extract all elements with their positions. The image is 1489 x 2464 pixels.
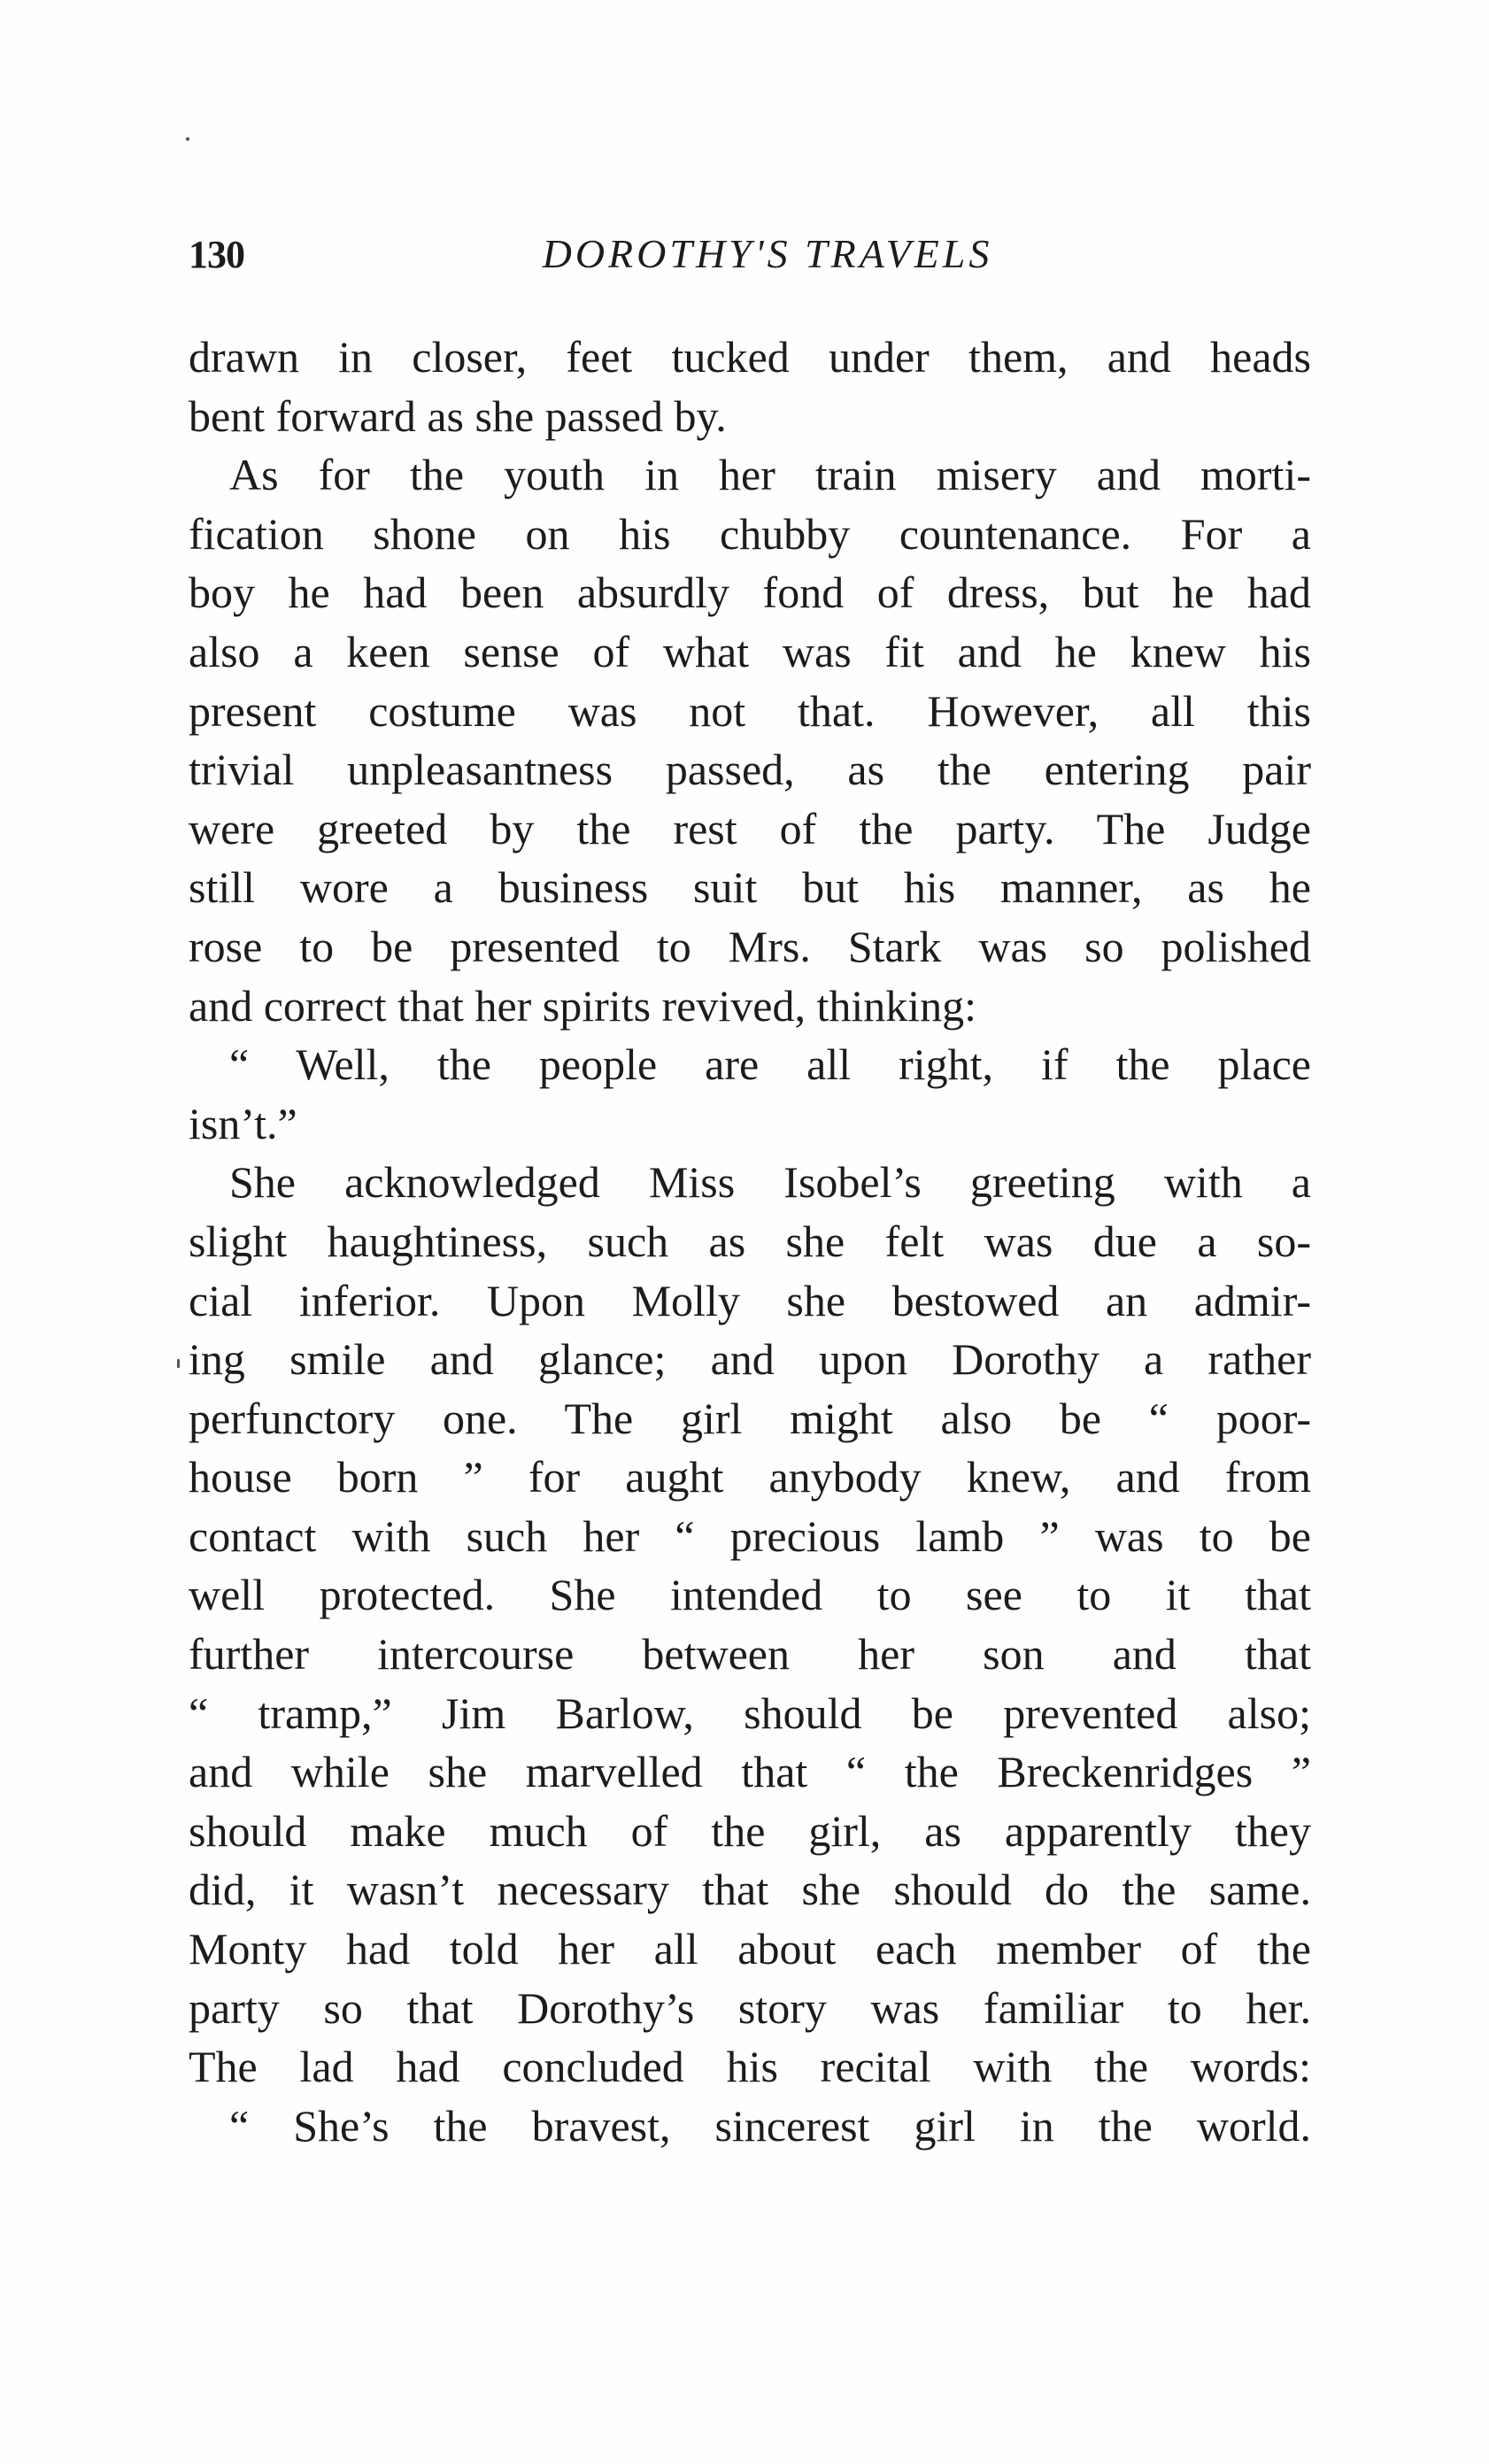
running-header bbox=[189, 223, 1311, 285]
text-line: still wore a business suit but his manner, as he bbox=[189, 862, 1311, 913]
text-line: isn’t.” bbox=[189, 1098, 297, 1148]
text-line: “ She’s the bravest, sincerest girl in the world. bbox=[229, 2100, 1311, 2151]
text-line: bent forward as she passed by. bbox=[189, 390, 727, 441]
ink-speck bbox=[177, 1359, 180, 1368]
text-line: did, it wasn’t necessary that she should do the same. bbox=[189, 1865, 1311, 1915]
text-line: “ tramp,” Jim Barlow, should be prevented also; bbox=[189, 1688, 1311, 1738]
text-line: The lad had concluded his recital with the words: bbox=[189, 2042, 1311, 2092]
text-line: fication shone on his chubby countenance. For a bbox=[189, 508, 1311, 559]
text-line: further intercourse between her son and that bbox=[189, 1629, 1311, 1680]
text-line: were greeted by the rest of the party. The Judge bbox=[189, 803, 1311, 854]
text-line: also a keen sense of what was fit and he knew his bbox=[189, 626, 1311, 676]
text-line: drawn in closer, feet tucked under them, and heads bbox=[189, 332, 1311, 382]
body-text bbox=[189, 328, 1311, 2155]
text-line: “ Well, the people are all right, if the place bbox=[229, 1039, 1311, 1090]
text-line: cial inferior. Upon Molly she bestowed an admir- bbox=[189, 1275, 1311, 1325]
text-line: should make much of the girl, as apparently they bbox=[189, 1805, 1311, 1856]
running-title: DOROTHY'S TRAVELS bbox=[542, 231, 993, 276]
text-line: house born ” for aught anybody knew, and from bbox=[189, 1452, 1311, 1502]
text-line: boy he had been absurdly fond of dress, but he had bbox=[189, 568, 1311, 618]
text-line: Monty had told her all about each member of the bbox=[189, 1924, 1311, 1974]
text-line: and while she marvelled that “ the Breckenridges ” bbox=[189, 1747, 1311, 1797]
page-number: 130 bbox=[189, 233, 244, 276]
text-line: rose to be presented to Mrs. Stark was so polished bbox=[189, 921, 1311, 971]
text-line: She acknowledged Miss Isobel’s greeting with a bbox=[229, 1157, 1311, 1208]
text-line: As for the youth in her train misery and morti- bbox=[229, 450, 1311, 500]
text-line: present costume was not that. However, all this bbox=[189, 685, 1311, 736]
text-line: trivial unpleasantness passed, as the entering pair bbox=[189, 745, 1311, 795]
text-line: party so that Dorothy’s story was familiar to her. bbox=[189, 1982, 1311, 2033]
ink-speck bbox=[186, 137, 189, 141]
text-line: ing smile and glance; and upon Dorothy a rather bbox=[189, 1334, 1311, 1385]
text-line: and correct that her spirits revived, thinking: bbox=[189, 980, 977, 1031]
text-line: slight haughtiness, such as she felt was due a so- bbox=[189, 1216, 1311, 1266]
text-line: well protected. She intended to see to it that bbox=[189, 1570, 1311, 1620]
text-line: contact with such her “ precious lamb ” was to be bbox=[189, 1510, 1311, 1561]
text-line: perfunctory one. The girl might also be “ poor- bbox=[189, 1393, 1311, 1443]
